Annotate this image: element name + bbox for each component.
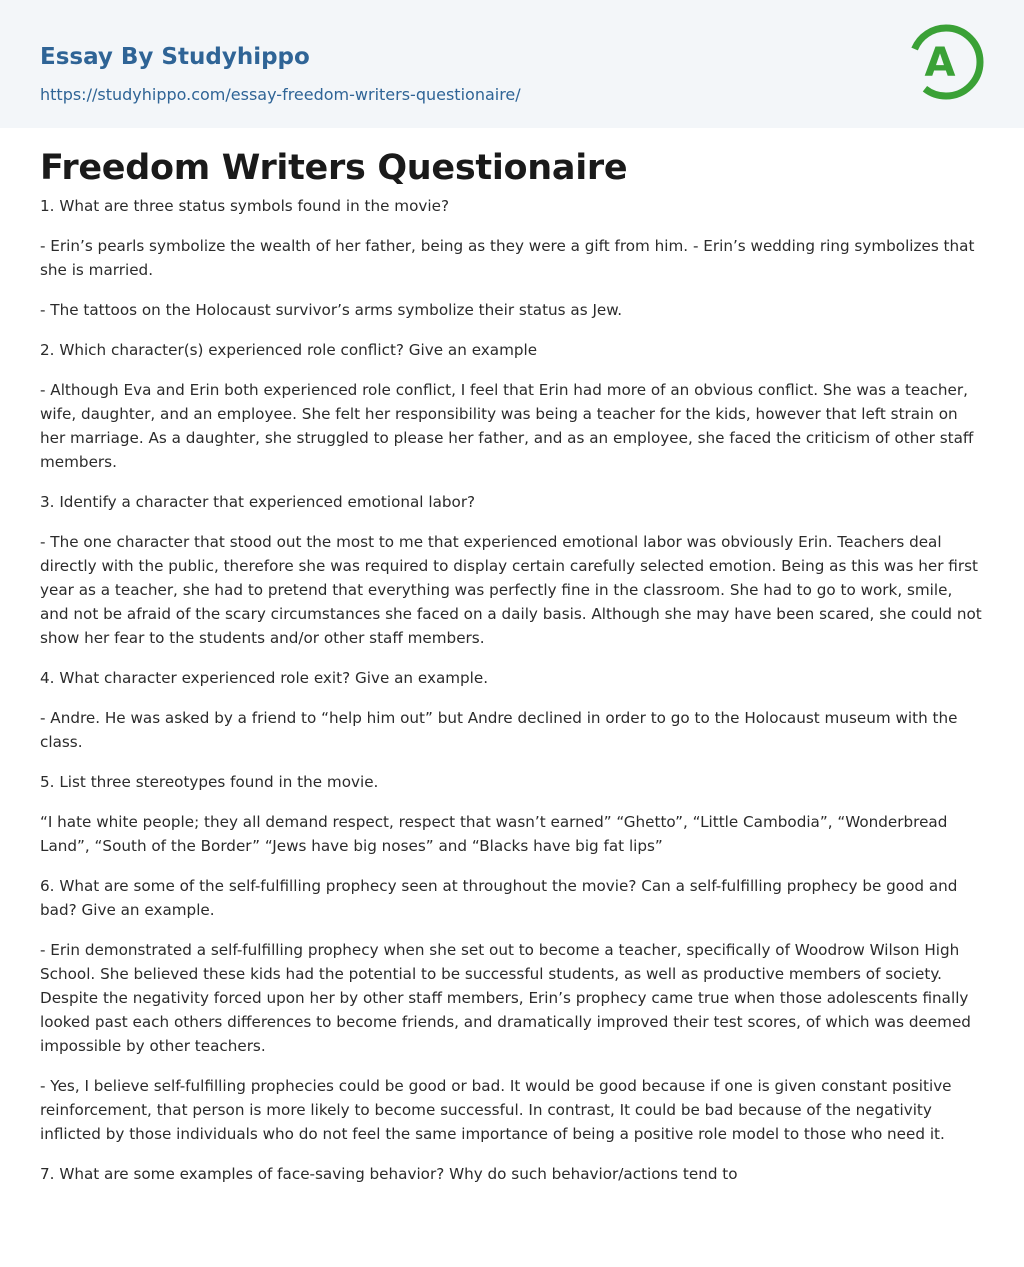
question-5: 5. List three stereotypes found in the movie. [40,773,379,791]
page-title: Freedom Writers Questionaire [40,148,628,188]
question-4: 4. What character experienced role exit? Give an example. [40,669,489,687]
answer-2: - Although Eva and Erin both experienced role conflict, I feel that Erin had more of an obvious conflict. She was a teacher, wife, daughter, and an employee. She felt her responsibility was being a teacher for the kids, however that left strain on her marriage. As a daughter, she struggled to please her father, and as an employee, she faced the criticism of other staff members. [40,381,974,471]
answer-5: “I hate white people; they all demand respect, respect that wasn’t earned” “Ghetto”, “Little Cambodia”, “Wonderbread Land”, “South of the Border” “Jews have big noses” and “Blacks have big fat lips” [40,813,948,855]
answer-6a: - Erin demonstrated a self-fulfilling prophecy when she set out to become a teacher, specifically of Woodrow Wilson High School. She believed these kids had the potential to be successful students, as well as productive members of society. Despite the negativity forced upon her by other staff members, Erin’s prophecy came true when those adolescents finally looked past each others differences to become friends, and dramatically improved their test scores, of which was deemed impossible by other teachers. [40,941,971,1055]
answer-4: - Andre. He was asked by a friend to “help him out” but Andre declined in order to go to the Holocaust museum with the class. [40,709,958,751]
studyhippo-logo-icon[interactable] [908,18,988,106]
logo-letter: A [924,40,956,86]
answer-3: - The one character that stood out the most to me that experienced emotional labor was obviously Erin. Teachers deal directly with the public, therefore she was required to display certain carefully selected emotion. Being as this was her first year as a teacher, she had to pretend that everything was perfectly fine in the classroom. She had to go to work, smile, and not be afraid of the scary circumstances she faced on a daily basis. Although she may have been scared, she could not show her fear to the students and/or other staff members. [40,533,982,647]
answer-1b: - The tattoos on the Holocaust survivor’s arms symbolize their status as Jew. [40,301,623,319]
site-header [0,0,1024,128]
site-brand[interactable]: Essay By Studyhippo [40,44,310,70]
answer-6b: - Yes, I believe self-fulfilling prophecies could be good or bad. It would be good because if one is given constant positive reinforcement, that person is more likely to become successful. In contrast, It could be bad because of the negativity inflicted by those individuals who do not feel the same importance of being a positive role model to those who need it. [40,1077,952,1143]
question-1: 1. What are three status symbols found in the movie? [40,197,450,215]
question-7: 7. What are some examples of face-saving behavior? Why do such behavior/actions tend to [40,1165,738,1183]
question-3: 3. Identify a character that experienced emotional labor? [40,493,476,511]
answer-1a: - Erin’s pearls symbolize the wealth of her father, being as they were a gift from him. - Erin’s wedding ring symbolizes that she is married. [40,237,975,279]
question-6: 6. What are some of the self-fulfilling prophecy seen at throughout the movie? Can a self-fulfilling prophecy be good and bad? Give an example. [40,877,958,919]
question-2: 2. Which character(s) experienced role conflict? Give an example [40,341,538,359]
page-url-link[interactable]: https://studyhippo.com/essay-freedom-writers-questionaire/ [40,85,521,104]
article [0,128,1024,1186]
